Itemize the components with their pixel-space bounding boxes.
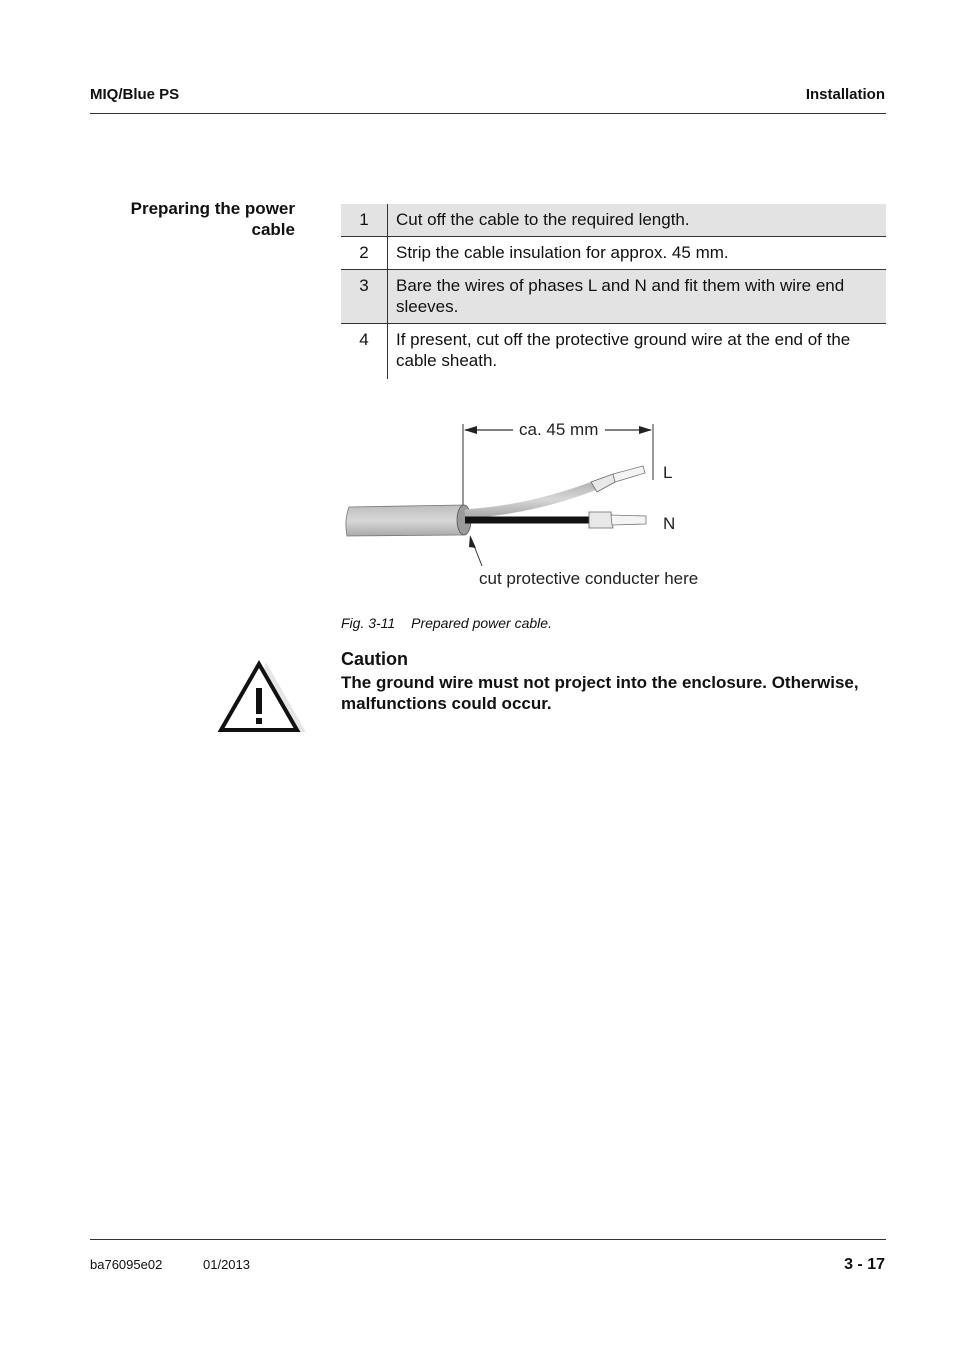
- section-heading: [100, 198, 295, 240]
- dimension-label: ca. 45 mm: [519, 420, 599, 439]
- footer-rule: [90, 1239, 886, 1240]
- step-number: 2: [341, 237, 388, 270]
- step-text: Bare the wires of phases L and N and fit them with wire end sleeves.: [388, 270, 887, 324]
- step-number: 4: [341, 324, 388, 380]
- sleeve-n-tip: [611, 515, 646, 525]
- step-text: Strip the cable insulation for approx. 45 mm.: [396, 243, 729, 262]
- dimension-arrow-right-icon: [639, 426, 652, 434]
- sleeve-l-tip: [613, 466, 645, 482]
- step-text: If present, cut off the protective ground wire at the end of the cable sheath.: [396, 330, 851, 370]
- header-rule: [90, 113, 886, 114]
- step-row: [341, 324, 886, 380]
- footer-date: 01/2013: [203, 1257, 250, 1272]
- cut-label: cut protective conducter here: [479, 569, 699, 588]
- cable-sheath: [346, 505, 463, 536]
- figure-caption-number: Fig. 3-11: [341, 615, 396, 631]
- step-row: [341, 204, 886, 237]
- caution-text: The ground wire must not project into the enclosure. Otherwise, malfunctions could occur.: [341, 673, 859, 713]
- header-product: MIQ/Blue PS: [90, 86, 180, 103]
- header-chapter: Installation: [805, 86, 885, 103]
- section-heading-line1: Preparing the power: [130, 199, 295, 218]
- cut-pointer-arrow-icon: [469, 535, 476, 548]
- wire-label-n: N: [663, 514, 676, 533]
- sleeve-n: [589, 512, 613, 528]
- cable-figure: [341, 410, 761, 600]
- figure-caption: [341, 615, 552, 631]
- steps-table: [341, 204, 886, 379]
- footer-page-number: 3 - 17: [844, 1256, 885, 1273]
- warning-exclamation-bar: [256, 688, 262, 714]
- wire-l-outline: [465, 485, 596, 514]
- wire-label-l: L: [663, 463, 673, 482]
- footer-doc-id: ba76095e02: [90, 1257, 163, 1272]
- figure-caption-text: Prepared power cable.: [411, 615, 552, 631]
- step-number: 3: [341, 270, 388, 324]
- step-row: [341, 237, 886, 270]
- dimension-arrow-left-icon: [464, 426, 477, 434]
- step-number: 1: [341, 204, 388, 237]
- warning-triangle-icon: [218, 658, 308, 736]
- step-text: Cut off the cable to the required length.: [388, 204, 887, 237]
- step-row: [341, 270, 886, 324]
- caution-title: Caution: [341, 649, 408, 669]
- warning-exclamation-dot: [256, 718, 262, 724]
- section-heading-line2: cable: [251, 220, 295, 239]
